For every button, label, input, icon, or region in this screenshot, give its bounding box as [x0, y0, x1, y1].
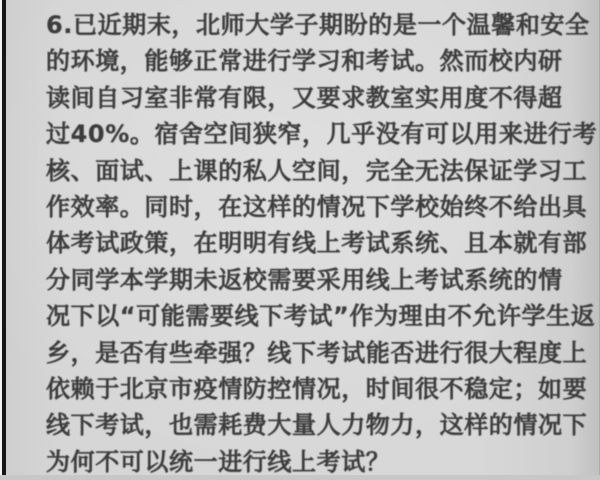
text-line: 线下考试，也需耗费大量人力物力，这样的情况下 — [46, 411, 588, 440]
text-line: 6.已近期末，北师大学子期盼的是一个温馨和安全 — [46, 11, 590, 39]
text-line: 依赖于北京市疫情防控情况，时间很不稳定；如要 — [46, 374, 588, 403]
document-page — [6, 0, 600, 475]
text-line: 况下以“可能需要线下考试”作为理由不允许学生返 — [46, 302, 596, 331]
text-line: 读间自习室非常有限，又要求教室实用度不得超 — [46, 83, 563, 112]
text-line: 核、面试、上课的私人空间，完全无法保证学习工 — [46, 156, 588, 185]
text-line: 的环境，能够正常进行学习和考试。然而校内研 — [46, 47, 563, 76]
text-line: 体考试政策，在明明有线上考试系统、且本就有部 — [46, 229, 588, 258]
text-line: 作效率。同时，在这样的情况下学校始终不给出具 — [46, 192, 588, 221]
paragraph-text — [46, 7, 597, 480]
text-line: 乡，是否有些牵强？线下考试能否进行很大程度上 — [46, 338, 588, 367]
text-line: 分同学本学期未返校需要采用线上考试系统的情 — [46, 265, 563, 294]
text-line: 过40%。宿舍空间狭窄，几乎没有可以用来进行考 — [46, 120, 598, 149]
text-line: 为何不可以统一进行线上考试？ — [46, 447, 391, 476]
